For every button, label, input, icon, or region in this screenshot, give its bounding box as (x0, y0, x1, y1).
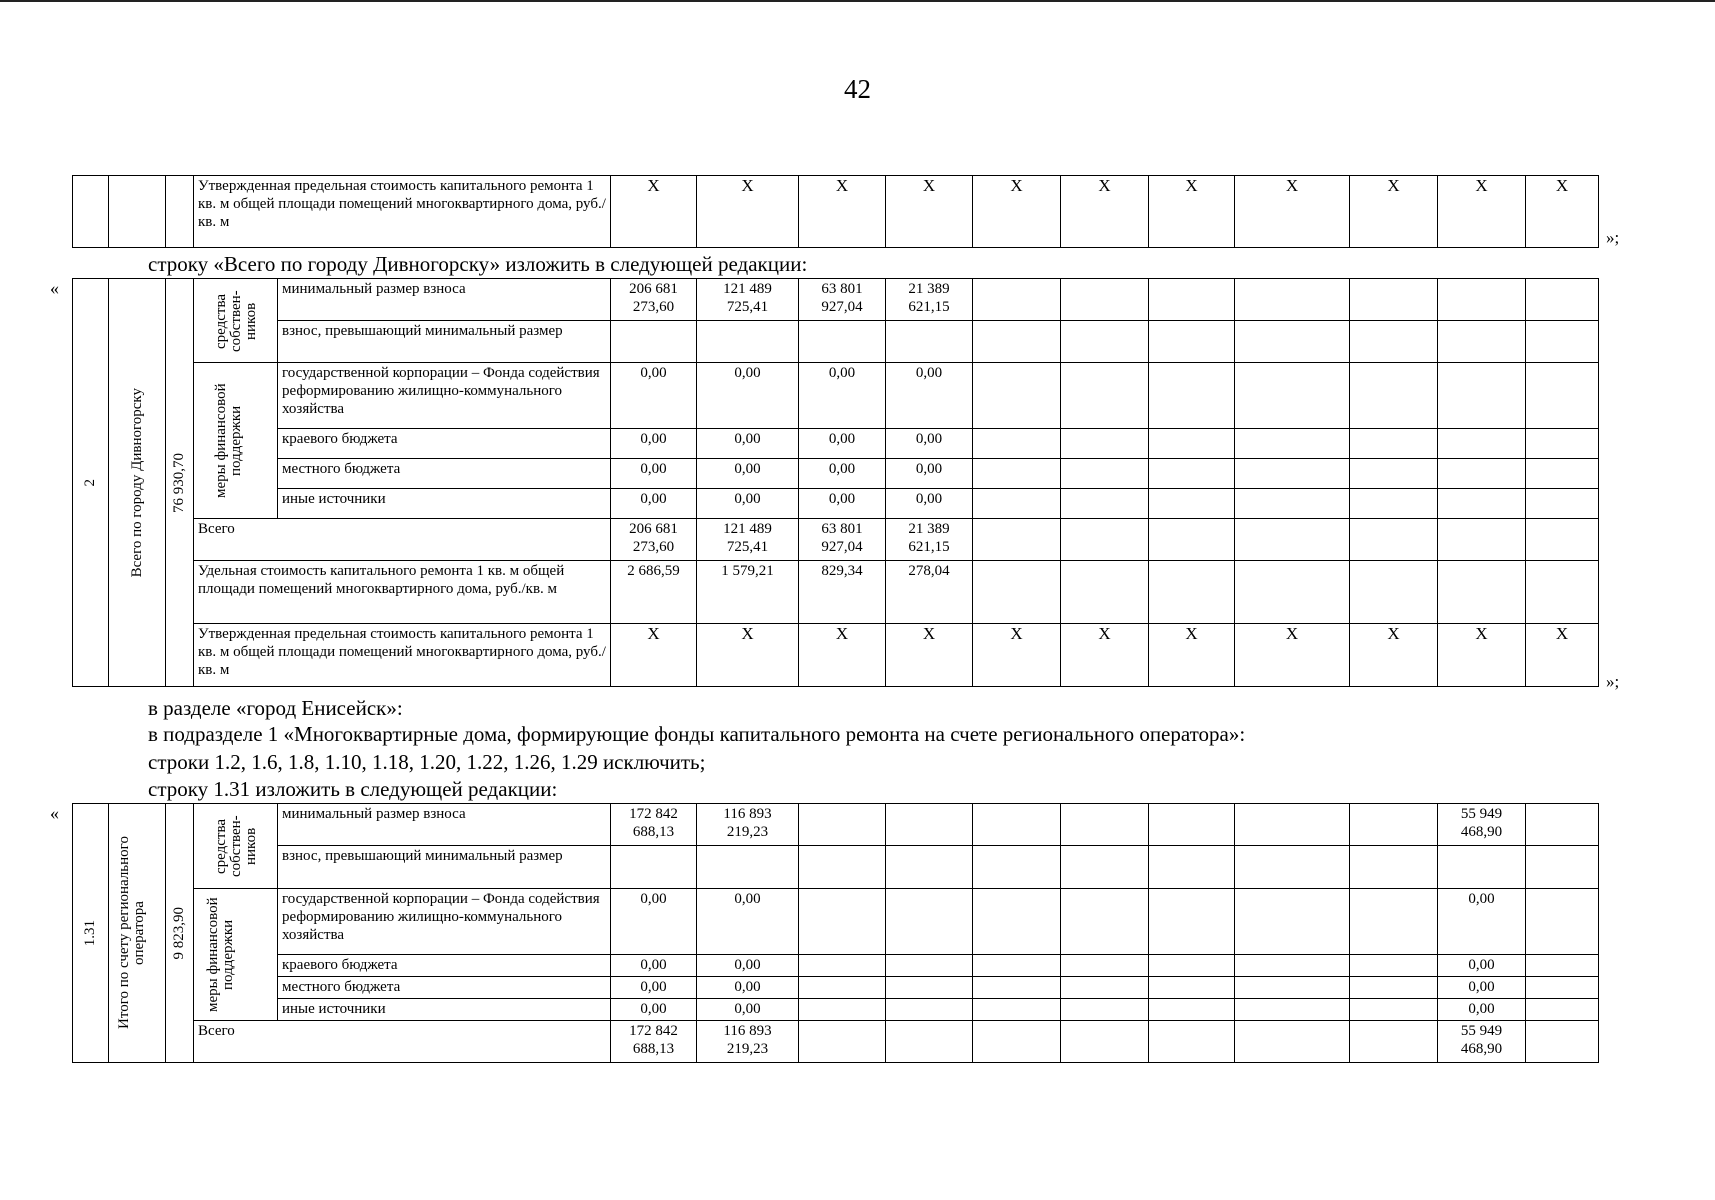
row-area: 9 823,90 (166, 804, 194, 1063)
total-value: 21 389 621,15 (886, 519, 973, 561)
x-mark: X (799, 176, 886, 248)
cell-empty (1526, 955, 1599, 977)
cell-empty (973, 561, 1061, 624)
total-value: 116 893 219,23 (697, 1021, 799, 1063)
cell-empty (973, 804, 1061, 846)
value-cell: 116 893 219,23 (697, 804, 799, 846)
row-area: 76 930,70 (166, 279, 194, 687)
cell-empty (1438, 459, 1526, 489)
cell-empty (1149, 1021, 1235, 1063)
cell-empty (1438, 561, 1526, 624)
value-cell: 0,00 (886, 363, 973, 429)
value-cell (1438, 846, 1526, 889)
total-label: Всего (194, 1021, 611, 1063)
cell-empty (1235, 459, 1350, 489)
value-cell: 0,00 (799, 429, 886, 459)
cell-empty (1149, 561, 1235, 624)
value-cell: 0,00 (611, 889, 697, 955)
cell-empty (799, 999, 886, 1021)
cell-empty (1061, 846, 1149, 889)
cell-empty (1526, 321, 1599, 363)
cell-empty (1149, 363, 1235, 429)
cell-empty (1350, 955, 1438, 977)
cell-empty (1235, 846, 1350, 889)
cell-empty (799, 804, 886, 846)
x-mark: X (1526, 176, 1599, 248)
x-mark: X (1235, 176, 1350, 248)
x-mark: X (611, 176, 697, 248)
cell-empty (1061, 1021, 1149, 1063)
cell-empty (1350, 977, 1438, 999)
x-mark: X (1235, 624, 1350, 687)
cell-empty (1235, 955, 1350, 977)
x-mark: X (1061, 624, 1149, 687)
cell-empty (1149, 321, 1235, 363)
x-mark: X (697, 624, 799, 687)
value-cell: 0,00 (611, 363, 697, 429)
cell-empty (973, 459, 1061, 489)
total-value: 206 681 273,60 (611, 519, 697, 561)
cell-empty (1061, 459, 1149, 489)
cell-empty (886, 889, 973, 955)
value-cell: 0,00 (886, 489, 973, 519)
cell-empty (1149, 429, 1235, 459)
cell-empty (1350, 321, 1438, 363)
value-cell (697, 846, 799, 889)
unit-cost-value: 2 686,59 (611, 561, 697, 624)
cell-empty (886, 955, 973, 977)
cell-empty (1350, 999, 1438, 1021)
row-number: 2 (73, 279, 109, 687)
value-cell: 0,00 (697, 977, 799, 999)
value-cell: 0,00 (1438, 889, 1526, 955)
cell-empty (1061, 429, 1149, 459)
page-number: 42 (844, 74, 871, 104)
cell-empty (1350, 846, 1438, 889)
cell-empty (1438, 519, 1526, 561)
total-value: 121 489 725,41 (697, 519, 799, 561)
cell-empty (1350, 804, 1438, 846)
value-cell: 0,00 (697, 999, 799, 1021)
value-cell: 0,00 (1438, 955, 1526, 977)
cell-empty (886, 1021, 973, 1063)
value-cell (611, 846, 697, 889)
cell-empty (973, 977, 1061, 999)
row-name: Всего по городу Дивногорску (109, 279, 166, 687)
cell-empty (1526, 1021, 1599, 1063)
value-cell: 0,00 (799, 459, 886, 489)
value-cell: 63 801 927,04 (799, 279, 886, 321)
x-mark: X (1438, 624, 1526, 687)
cell-empty (1526, 999, 1599, 1021)
cell-empty (1526, 889, 1599, 955)
cell-empty (1438, 363, 1526, 429)
value-cell: 206 681 273,60 (611, 279, 697, 321)
cell-empty (1235, 363, 1350, 429)
value-cell (886, 321, 973, 363)
cell-empty (973, 999, 1061, 1021)
total-value: 63 801 927,04 (799, 519, 886, 561)
value-cell: 0,00 (697, 363, 799, 429)
value-cell: 0,00 (697, 955, 799, 977)
value-cell: 0,00 (697, 459, 799, 489)
cell-empty (1438, 489, 1526, 519)
value-cell: 55 949 468,90 (1438, 804, 1526, 846)
page-top-border (0, 0, 1715, 2)
cell-empty (1235, 1021, 1350, 1063)
cell-empty (1235, 889, 1350, 955)
opening-quote: « (50, 278, 59, 298)
value-cell (611, 321, 697, 363)
cell-empty (1526, 846, 1599, 889)
cell-empty (1061, 955, 1149, 977)
cell-empty (1149, 489, 1235, 519)
cell-empty (1235, 519, 1350, 561)
cell-empty (1149, 955, 1235, 977)
value-cell: 0,00 (611, 429, 697, 459)
total-value: 172 842 688,13 (611, 1021, 697, 1063)
cell-empty (1526, 561, 1599, 624)
group-owners-funds: средства собствен-ников (194, 279, 278, 363)
limit-cost-label: Утвержденная предельная стоимость капитального ремонта 1 кв. м общей площади помещений многоквартирного дома, руб./кв. м (194, 624, 611, 687)
cell-empty (973, 889, 1061, 955)
total-value: 55 949 468,90 (1438, 1021, 1526, 1063)
row-label: краевого бюджета (278, 429, 611, 459)
row-label: взнос, превышающий минимальный размер (278, 846, 611, 889)
cell-empty (1149, 279, 1235, 321)
value-cell: 0,00 (799, 489, 886, 519)
row-label: государственной корпорации – Фонда содействия реформированию жилищно-коммунального хозяйства (278, 363, 611, 429)
cell-empty (886, 999, 973, 1021)
cell-empty (73, 176, 109, 248)
cell-empty (1235, 804, 1350, 846)
cell-empty (1350, 1021, 1438, 1063)
cell-empty (1438, 429, 1526, 459)
row-label: иные источники (278, 999, 611, 1021)
cell-empty (1061, 804, 1149, 846)
paragraph-section-yeniseysk: в разделе «город Енисейск»: (148, 696, 403, 720)
group-financial-support: меры финансовой поддержки (194, 363, 278, 519)
row-label: иные источники (278, 489, 611, 519)
cell-empty (1526, 363, 1599, 429)
cell-empty (1061, 363, 1149, 429)
cell-empty (1438, 279, 1526, 321)
table-divnogorsk-total (72, 278, 1599, 687)
cell-empty (1061, 321, 1149, 363)
cell-empty (1350, 889, 1438, 955)
cell-empty (1526, 459, 1599, 489)
row-label-limit: Утвержденная предельная стоимость капитального ремонта 1 кв. м общей площади помещений многоквартирного дома, руб./кв. м (194, 176, 611, 248)
cell-empty (1350, 519, 1438, 561)
x-mark: X (697, 176, 799, 248)
value-cell: 0,00 (611, 459, 697, 489)
value-cell: 0,00 (799, 363, 886, 429)
cell-empty (973, 363, 1061, 429)
x-mark: X (1149, 624, 1235, 687)
row-label: местного бюджета (278, 977, 611, 999)
cell-empty (1350, 489, 1438, 519)
cell-empty (1526, 977, 1599, 999)
cell-empty (1235, 279, 1350, 321)
cell-empty (973, 955, 1061, 977)
row-label: местного бюджета (278, 459, 611, 489)
cell-empty (886, 977, 973, 999)
cell-empty (1526, 519, 1599, 561)
cell-empty (1149, 459, 1235, 489)
cell-empty (1149, 999, 1235, 1021)
cell-empty (1438, 321, 1526, 363)
unit-cost-value: 829,34 (799, 561, 886, 624)
cell-empty (799, 889, 886, 955)
row-label: краевого бюджета (278, 955, 611, 977)
cell-empty (1061, 489, 1149, 519)
cell-empty (166, 176, 194, 248)
value-cell: 0,00 (611, 489, 697, 519)
cell-empty (1061, 977, 1149, 999)
cell-empty (1350, 279, 1438, 321)
value-cell: 121 489 725,41 (697, 279, 799, 321)
cell-empty (1149, 889, 1235, 955)
cell-empty (1526, 429, 1599, 459)
total-label: Всего (194, 519, 611, 561)
value-cell (697, 321, 799, 363)
cell-empty (886, 846, 973, 889)
x-mark: X (1526, 624, 1599, 687)
value-cell: 0,00 (697, 889, 799, 955)
value-cell: 0,00 (611, 999, 697, 1021)
cell-empty (1149, 846, 1235, 889)
cell-empty (799, 1021, 886, 1063)
row-label: взнос, превышающий минимальный размер (278, 321, 611, 363)
cell-empty (973, 321, 1061, 363)
cell-empty (799, 955, 886, 977)
paragraph-exclude-rows: строки 1.2, 1.6, 1.8, 1.10, 1.18, 1.20, 1.22, 1.26, 1.29 исключить; (148, 750, 706, 774)
x-mark: X (1438, 176, 1526, 248)
cell-empty (1149, 519, 1235, 561)
cell-empty (886, 804, 973, 846)
table-continuation (72, 175, 1599, 248)
row-label: минимальный размер взноса (278, 804, 611, 846)
cell-empty (973, 846, 1061, 889)
cell-empty (1350, 561, 1438, 624)
value-cell: 0,00 (1438, 999, 1526, 1021)
value-cell: 0,00 (697, 429, 799, 459)
x-mark: X (1350, 176, 1438, 248)
group-financial-support: меры финансовой поддержки (194, 889, 278, 1021)
x-mark: X (1350, 624, 1438, 687)
cell-empty (1061, 279, 1149, 321)
x-mark: X (611, 624, 697, 687)
value-cell: 0,00 (886, 429, 973, 459)
value-cell (799, 321, 886, 363)
value-cell: 21 389 621,15 (886, 279, 973, 321)
cell-empty (1526, 489, 1599, 519)
cell-empty (799, 846, 886, 889)
row-number: 1.31 (73, 804, 109, 1063)
cell-empty (1061, 561, 1149, 624)
cell-empty (973, 1021, 1061, 1063)
value-cell: 0,00 (611, 977, 697, 999)
unit-cost-value: 1 579,21 (697, 561, 799, 624)
x-mark: X (799, 624, 886, 687)
cell-empty (109, 176, 166, 248)
cell-empty (1350, 459, 1438, 489)
group-owners-funds: средства собствен-ников (194, 804, 278, 889)
cell-empty (1149, 977, 1235, 999)
closing-quote: »; (1606, 672, 1620, 691)
cell-empty (973, 519, 1061, 561)
cell-empty (1061, 519, 1149, 561)
cell-empty (973, 489, 1061, 519)
x-mark: X (973, 624, 1061, 687)
cell-empty (1149, 804, 1235, 846)
value-cell: 0,00 (886, 459, 973, 489)
row-name: Итого по счету регионального оператора (109, 804, 166, 1063)
cell-empty (1235, 977, 1350, 999)
unit-cost-label: Удельная стоимость капитального ремонта 1 кв. м общей площади помещений многоквартирного дома, руб./кв. м (194, 561, 611, 624)
paragraph-subsection-1: в подразделе 1 «Многоквартирные дома, формирующие фонды капитального ремонта на счете регионального оператора»: (148, 722, 1246, 746)
row-label: минимальный размер взноса (278, 279, 611, 321)
unit-cost-value: 278,04 (886, 561, 973, 624)
cell-empty (1061, 889, 1149, 955)
cell-empty (1235, 561, 1350, 624)
cell-empty (799, 977, 886, 999)
value-cell: 0,00 (697, 489, 799, 519)
cell-empty (1235, 489, 1350, 519)
x-mark: X (1061, 176, 1149, 248)
value-cell: 0,00 (1438, 977, 1526, 999)
value-cell: 0,00 (611, 955, 697, 977)
paragraph-replace-row-131: строку 1.31 изложить в следующей редакции: (148, 777, 558, 801)
cell-empty (973, 429, 1061, 459)
closing-quote: »; (1606, 228, 1620, 247)
cell-empty (1350, 363, 1438, 429)
table-row-1-31 (72, 803, 1599, 1063)
cell-empty (1235, 429, 1350, 459)
paragraph-replace-total: строку «Всего по городу Дивногорску» изложить в следующей редакции: (148, 252, 808, 276)
cell-empty (1526, 804, 1599, 846)
row-label: государственной корпорации – Фонда содействия реформированию жилищно-коммунального хозяйства (278, 889, 611, 955)
cell-empty (1061, 999, 1149, 1021)
x-mark: X (886, 624, 973, 687)
cell-empty (1350, 429, 1438, 459)
x-mark: X (973, 176, 1061, 248)
value-cell: 172 842 688,13 (611, 804, 697, 846)
opening-quote: « (50, 803, 59, 823)
x-mark: X (1149, 176, 1235, 248)
x-mark: X (886, 176, 973, 248)
cell-empty (1235, 999, 1350, 1021)
cell-empty (973, 279, 1061, 321)
cell-empty (1526, 279, 1599, 321)
cell-empty (1235, 321, 1350, 363)
